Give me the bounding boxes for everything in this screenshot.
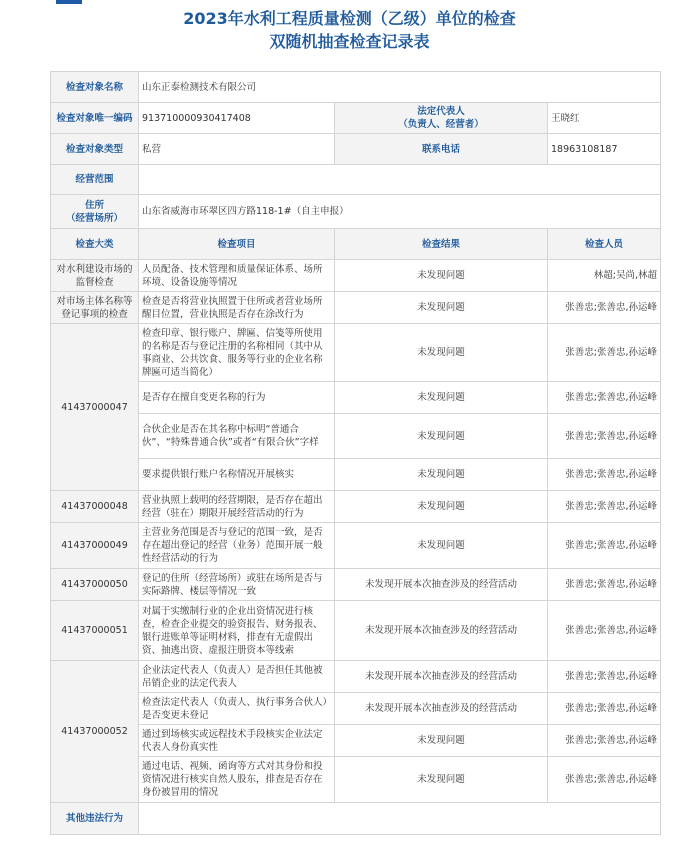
other-violations-value (139, 803, 661, 835)
category-cell: 41437000052 (51, 661, 139, 803)
table-row (51, 569, 661, 601)
table-row (51, 260, 661, 292)
category-cell: 41437000050 (51, 569, 139, 601)
header-category: 检查大类 (51, 229, 139, 260)
category-cell: 41437000047 (51, 324, 139, 491)
table-row (51, 324, 661, 382)
item-cell: 主营业务范围是否与登记的范围一致，是否存在超出登记的经营（业务）范围开展一般性经营活动的行为 (139, 523, 335, 569)
object-code-label: 检查对象唯一编码 (51, 103, 139, 134)
table-row (51, 382, 661, 414)
phone-label: 联系电话 (335, 134, 548, 165)
table-row (51, 523, 661, 569)
table-row (51, 292, 661, 324)
item-cell: 人员配备、技术管理和质量保证体系、场所环境、设备设施等情况 (139, 260, 335, 292)
inspector-cell: 张善忠;张善忠,孙运峰 (548, 292, 661, 324)
inspector-cell: 张善忠;张善忠,孙运峰 (548, 414, 661, 459)
header-row (51, 229, 661, 260)
inspector-cell: 张善忠;张善忠,孙运峰 (548, 757, 661, 803)
table-row (51, 459, 661, 491)
inspector-cell: 张善忠;张善忠,孙运峰 (548, 661, 661, 693)
item-cell: 营业执照上载明的经营期限，是否存在超出经营（驻在）期限开展经营活动的行为 (139, 491, 335, 523)
legal-rep-value: 王晓红 (548, 103, 661, 134)
item-cell: 要求提供银行账户名称情况开展核实 (139, 459, 335, 491)
info-row-address (51, 195, 661, 229)
inspector-cell: 张善忠;张善忠,孙运峰 (548, 523, 661, 569)
info-row-name (51, 72, 661, 103)
result-cell: 未发现问题 (335, 491, 548, 523)
legal-rep-label-line1: 法定代表人 (417, 106, 465, 117)
info-row-scope (51, 165, 661, 195)
object-code-value: 913710000930417408 (139, 103, 335, 134)
result-cell: 未发现问题 (335, 459, 548, 491)
inspector-cell: 张善忠;张善忠,孙运峰 (548, 459, 661, 491)
inspector-cell: 张善忠;张善忠,孙运峰 (548, 601, 661, 661)
business-scope-label: 经营范围 (51, 165, 139, 195)
result-cell: 未发现问题 (335, 725, 548, 757)
category-cell: 41437000049 (51, 523, 139, 569)
item-cell: 通过电话、视频、函询等方式对其身份和投资情况进行核实自然人股东，排查是否存在身份被冒用的情况 (139, 757, 335, 803)
item-cell: 通过到场核实或远程技术手段核实企业法定代表人身份真实性 (139, 725, 335, 757)
object-type-value: 私营 (139, 134, 335, 165)
header-item: 检查项目 (139, 229, 335, 260)
result-cell: 未发现问题 (335, 523, 548, 569)
table-row (51, 414, 661, 459)
item-cell: 合伙企业是否在其名称中标明“普通合伙”、“特殊普通合伙”或者“有限合伙”字样 (139, 414, 335, 459)
result-cell: 未发现开展本次抽查涉及的经营活动 (335, 569, 548, 601)
legal-rep-label (335, 103, 548, 134)
address-label-line1: 住所 (84, 199, 104, 211)
other-violations-label: 其他违法行为 (51, 803, 139, 835)
inspector-cell: 林超;吴尚,林超 (548, 260, 661, 292)
category-cell: 41437000048 (51, 491, 139, 523)
item-cell: 检查印章、银行账户、牌匾、信笺等所使用的名称是否与登记注册的名称相同（其中从事商业、公共饮食、服务等行业的企业名称牌匾可适当简化） (139, 324, 335, 382)
result-cell: 未发现开展本次抽查涉及的经营活动 (335, 693, 548, 725)
result-cell: 未发现问题 (335, 757, 548, 803)
inspection-record-table (50, 71, 661, 835)
table-row (51, 601, 661, 661)
info-row-type (51, 134, 661, 165)
address-value: 山东省威海市环翠区四方路118-1#（自主申报） (139, 195, 661, 229)
inspector-cell: 张善忠;张善忠,孙运峰 (548, 569, 661, 601)
address-label (51, 195, 139, 229)
other-violations-row (51, 803, 661, 835)
object-name-label: 检查对象名称 (51, 72, 139, 103)
table-row (51, 725, 661, 757)
item-cell: 企业法定代表人（负责人）是否担任其他被吊销企业的法定代表人 (139, 661, 335, 693)
inspector-cell: 张善忠;张善忠,孙运峰 (548, 491, 661, 523)
inspector-cell: 张善忠;张善忠,孙运峰 (548, 725, 661, 757)
page-title-line2: 双随机抽查检查记录表 (269, 32, 430, 51)
result-cell: 未发现开展本次抽查涉及的经营活动 (335, 601, 548, 661)
result-cell: 未发现问题 (335, 324, 548, 382)
inspector-cell: 张善忠;张善忠,孙运峰 (548, 382, 661, 414)
item-cell: 是否存在擅自变更名称的行为 (139, 382, 335, 414)
object-type-label: 检查对象类型 (51, 134, 139, 165)
table-row (51, 757, 661, 803)
category-cell: 对市场主体名称等登记事项的检查 (51, 292, 139, 324)
result-cell: 未发现开展本次抽查涉及的经营活动 (335, 661, 548, 693)
legal-rep-label-line2: （负责人、经营者） (398, 119, 484, 130)
inspector-cell: 张善忠;张善忠,孙运峰 (548, 693, 661, 725)
table-row (51, 491, 661, 523)
phone-value: 18963108187 (548, 134, 661, 165)
result-cell: 未发现问题 (335, 382, 548, 414)
header-inspector: 检查人员 (548, 229, 661, 260)
result-cell: 未发现问题 (335, 292, 548, 324)
table-row (51, 693, 661, 725)
category-cell: 对水利建设市场的监督检查 (51, 260, 139, 292)
object-name-value: 山东正泰检测技术有限公司 (139, 72, 661, 103)
result-cell: 未发现问题 (335, 414, 548, 459)
category-cell: 41437000051 (51, 601, 139, 661)
business-scope-value (139, 165, 661, 195)
item-cell: 登记的住所（经营场所）或驻在场所是否与实际路牌、楼层等情况一致 (139, 569, 335, 601)
result-cell: 未发现问题 (335, 260, 548, 292)
item-cell: 对属于实缴制行业的企业出资情况进行核查，检查企业提交的验资报告、财务报表、银行进账单等证明材料，排查有无虚假出资、抽逃出资、虚报注册资本等线索 (139, 601, 335, 661)
item-cell: 检查是否将营业执照置于住所或者营业场所醒目位置，营业执照是否存在涂改行为 (139, 292, 335, 324)
inspector-cell: 张善忠;张善忠,孙运峰 (548, 324, 661, 382)
table-row (51, 661, 661, 693)
page-title-line1: 2023年水利工程质量检测（乙级）单位的检查 (183, 9, 516, 28)
header-result: 检查结果 (335, 229, 548, 260)
item-cell: 检查法定代表人（负责人、执行事务合伙人）是否变更未登记 (139, 693, 335, 725)
address-label-line2: （经营场所） (65, 212, 123, 224)
top-corner-mark (56, 0, 82, 4)
info-row-code (51, 103, 661, 134)
